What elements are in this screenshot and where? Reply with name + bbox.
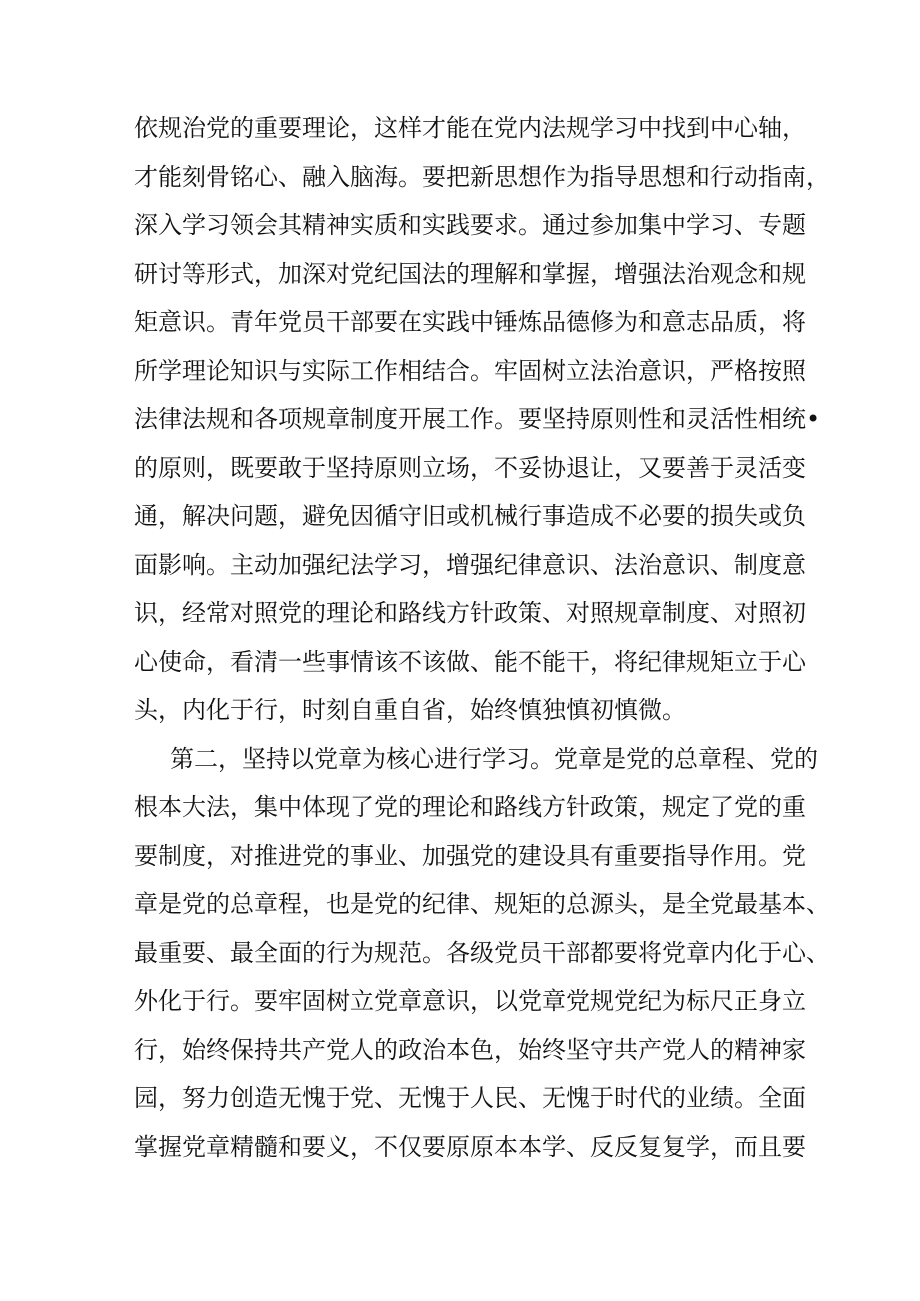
text-line: 才能刻骨铭心、融入脑海。要把新思想作为指导思想和行动指南， [134,162,830,191]
text-line: 通，解决问题，避免因循守旧或机械行事造成不必要的损失或负 [134,502,806,530]
text-line: 研讨等形式，加深对党纪国法的理解和掌握，增强法治观念和规 [134,259,806,288]
text-line: 深入学习领会其精神实质和实践要求。通过参加集中学习、专题 [134,211,806,239]
paragraph-start-line: 第二，坚持以党章为核心进行学习。党章是党的总章程、党的 [170,744,818,773]
text-line: 要制度，对推进党的事业、加强党的建设具有重要指导作用。党 [134,841,806,870]
document-body [134,104,830,1171]
text-line: 识，经常对照党的理论和路线方针政策、对照规章制度、对照初 [134,599,806,627]
text-line: 行，始终保持共产党人的政治本色，始终坚守共产党人的精神家 [134,1035,806,1064]
text-line: 头，内化于行，时刻自重自省，始终慎独慎初慎微。 [134,696,686,724]
text-line: 的原则，既要敢于坚持原则立场，不妥协退让，又要善于灵活变 [134,453,806,482]
text-line: 心使命，看清一些事情该不该做、能不能干，将纪律规矩立于心 [134,647,806,676]
text-line: 掌握党章精髓和要义，不仅要原原本本学、反反复复学，而且要 [134,1132,806,1161]
text-line: 依规治党的重要理论，这样才能在党内法规学习中找到中心轴， [134,114,806,142]
text-line: 外化于行。要牢固树立党章意识，以党章党规党纪为标尺正身立 [134,987,806,1015]
text-line: 法律法规和各项规章制度开展工作。要坚持原则性和灵活性相统• [134,405,821,433]
text-line: 最重要、最全面的行为规范。各级党员干部都要将党章内化于心、 [134,938,830,967]
text-line: 园，努力创造无愧于党、无愧于人民、无愧于时代的业绩。全面 [134,1084,806,1112]
text-line: 面影响。主动加强纪法学习，增强纪律意识、法治意识、制度意 [134,550,806,579]
text-line: 根本大法，集中体现了党的理论和路线方针政策，规定了党的重 [134,793,806,821]
text-line: 章是党的总章程，也是党的纪律、规矩的总源头，是全党最基本、 [134,890,830,918]
text-line: 矩意识。青年党员干部要在实践中锤炼品德修为和意志品质，将 [134,308,806,336]
text-line: 所学理论知识与实际工作相结合。牢固树立法治意识，严格按照 [134,356,806,385]
